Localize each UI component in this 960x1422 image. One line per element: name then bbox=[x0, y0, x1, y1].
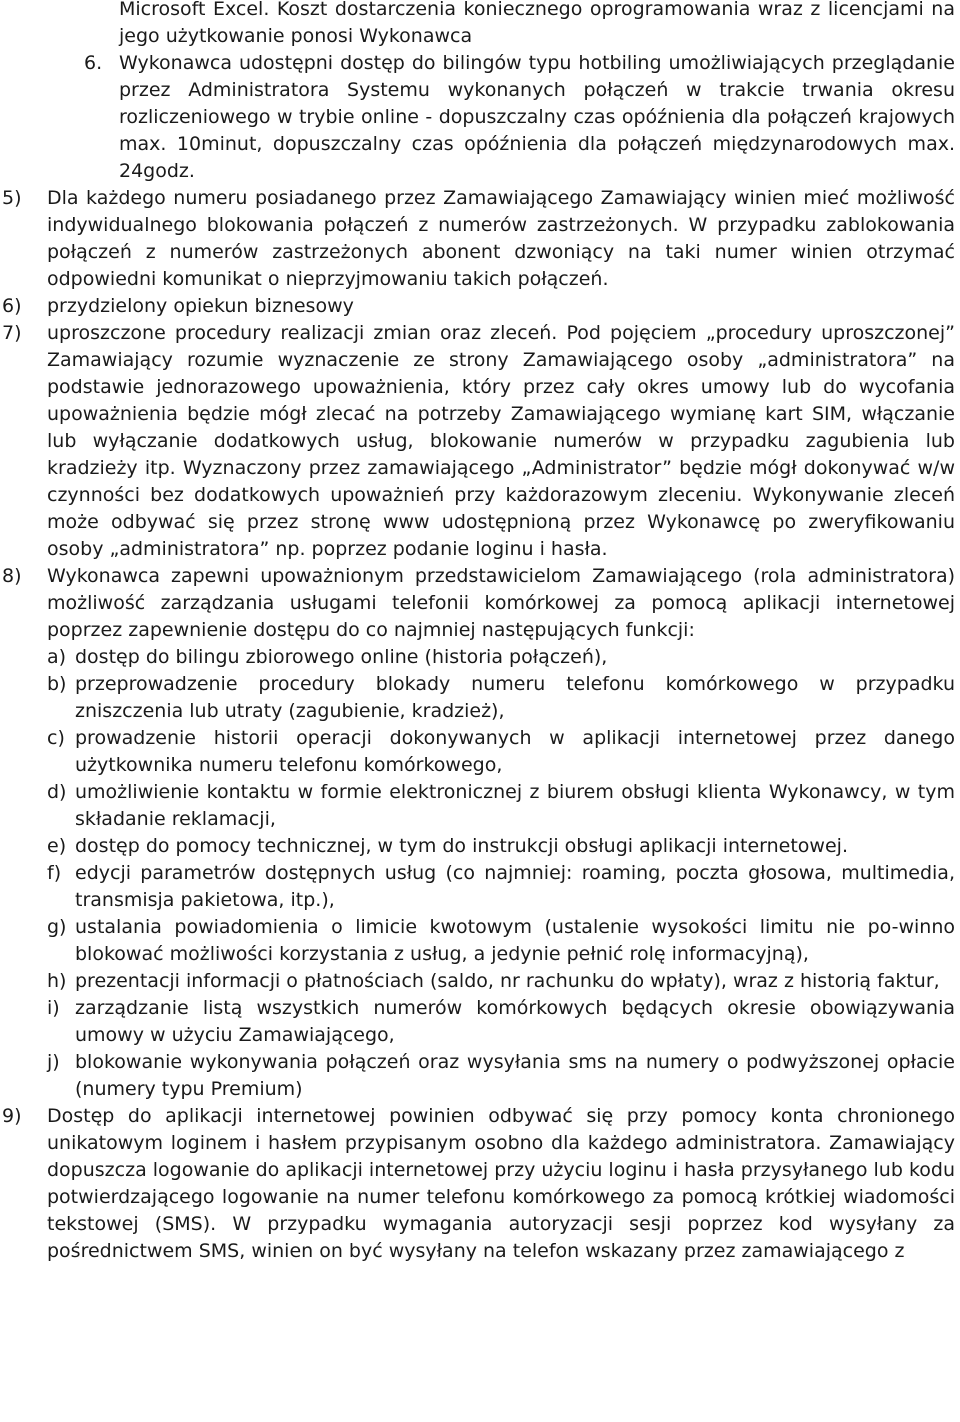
sub-list-item-e bbox=[47, 833, 955, 860]
sub-list-letter: i) bbox=[47, 997, 60, 1019]
sub-list-letter: g) bbox=[47, 916, 67, 938]
list-number: 5) bbox=[2, 187, 22, 209]
sub-list-item-i bbox=[47, 995, 955, 1049]
sub-list-letter: e) bbox=[47, 835, 67, 857]
sub-list-letter: c) bbox=[47, 727, 65, 749]
list-item-text: Wykonawca udostępni dostęp do bilingów typu hotbiling umożliwiających przeglądanie przez Administratora Systemu wykonanych połączeń w trakcie trwania okresu rozliczeniowego w trybie online - dopuszczalny czas opóźnienia dla połączeń krajowych max. 10minut, dopuszczalny czas opóźnienia dla połączeń międzynarodowych max. 24godz. bbox=[119, 52, 955, 182]
sub-list-item-text: dostęp do pomocy technicznej, w tym do instrukcji obsługi aplikacji internetowej. bbox=[75, 835, 848, 857]
list-number: 8) bbox=[2, 565, 22, 587]
list-number: 7) bbox=[2, 322, 22, 344]
sub-list-item-text: zarządzanie listą wszystkich numerów komórkowych będących okresie obowiązywania umowy w użyciu Zamawiającego, bbox=[75, 997, 955, 1046]
sub-list-item-b bbox=[47, 671, 955, 725]
sub-list-item-text: przeprowadzenie procedury blokady numeru telefonu komórkowego w przypadku zniszczenia lub utraty (zagubienie, kradzież), bbox=[75, 673, 955, 722]
sub-list-item-text: prezentacji informacji o płatnościach (saldo, nr rachunku do wpłaty), wraz z historią faktur, bbox=[75, 970, 940, 992]
list-item-5 bbox=[0, 185, 960, 293]
sub-list-letter: h) bbox=[47, 970, 67, 992]
sub-list-item-d bbox=[47, 779, 955, 833]
sub-list-item-text: umożliwienie kontaktu w formie elektronicznej z biurem obsługi klienta Wykonawcy, w tym składanie reklamacji, bbox=[75, 781, 955, 830]
sub-list-item-f bbox=[47, 860, 955, 914]
list-item-8 bbox=[0, 563, 960, 644]
list-item-9 bbox=[0, 1103, 960, 1265]
sub-list-letter: f) bbox=[47, 862, 62, 884]
list-item-7 bbox=[0, 320, 960, 563]
sub-list-letter: j) bbox=[47, 1051, 60, 1073]
list-number: 6. bbox=[84, 52, 103, 74]
list-item-text: Dla każdego numeru posiadanego przez Zamawiającego Zamawiający winien mieć możliwość indywidualnego blokowania połączeń z numerów zastrzeżonych. W przypadku zablokowania połączeń z numerów zastrzeżonych abonent dzwoniący na taki numer winien otrzymać odpowiedni komunikat o nieprzyjmowaniu takich połączeń. bbox=[47, 187, 955, 290]
sub-list-letter: d) bbox=[47, 781, 67, 803]
sub-list-letter: a) bbox=[47, 646, 67, 668]
sub-list bbox=[47, 644, 955, 1103]
sub-list-item-text: edycji parametrów dostępnych usług (co najmniej: roaming, poczta głosowa, multimedia, transmisja pakietowa, itp.), bbox=[75, 862, 955, 911]
list-item-6-top bbox=[0, 50, 960, 185]
sub-list-item-a bbox=[47, 644, 955, 671]
sub-list-item-h bbox=[47, 968, 955, 995]
sub-list-item-j bbox=[47, 1049, 955, 1103]
sub-list-item-text: dostęp do bilingu zbiorowego online (historia połączeń), bbox=[75, 646, 608, 668]
list-item-6 bbox=[0, 293, 960, 320]
list-number: 9) bbox=[2, 1105, 22, 1127]
sub-list-item-text: prowadzenie historii operacji dokonywanych w aplikacji internetowej przez danego użytkownika numeru telefonu komórkowego, bbox=[75, 727, 955, 776]
list-number: 6) bbox=[2, 295, 22, 317]
list-item-text: Dostęp do aplikacji internetowej powinien odbywać się przy pomocy konta chronionego unikatowym loginem i hasłem przypisanym osobno dla każdego administratora. Zamawiający dopuszcza logowanie do aplikacji internetowej przy użyciu loginu i hasła przysyłanego lub kodu potwierdzającego logowanie na numer telefonu komórkowego za pomocą krótkiej wiadomości tekstowej (SMS). W przypadku wymagania autoryzacji sesji poprzez kod wysyłany za pośrednictwem SMS, winien on być wysyłany na telefon wskazany przez zamawiającego z bbox=[47, 1105, 955, 1262]
sub-list-item-g bbox=[47, 914, 955, 968]
list-item-text: uproszczone procedury realizacji zmian oraz zleceń. Pod pojęciem „procedury uproszczonej” Zamawiający rozumie wyznaczenie ze strony Zamawiającego osoby „administratora” na podstawie jednorazowego upoważnienia, który przez cały okres umowy lub do wycofania upoważnienia będzie mógł zlecać na potrzeby Zamawiającego wymianę kart SIM, włączanie lub wyłączanie dodatkowych usług, blokowanie numerów w przypadku zagubienia lub kradzieży itp. Wyznaczony przez zamawiającego „Administrator” będzie mógł dokonywać w/w czynności bez dodatkowych upoważnień przy każdorazowym zleceniu. Wykonywanie zleceń może odbywać się przez stronę www udostępnioną przez Wykonawcę po zweryfikowaniu osoby „administratora” np. poprzez podanie loginu i hasła. bbox=[47, 322, 955, 560]
sub-list-item-text: ustalania powiadomienia o limicie kwotowym (ustalenie wysokości limitu nie po-winno blokować możliwości korzystania z usług, a jedynie pełnić rolę informacyjną), bbox=[75, 916, 955, 965]
sub-list-item-text: blokowanie wykonywania połączeń oraz wysyłania sms na numery o podwyższonej opłacie (numery typu Premium) bbox=[75, 1051, 955, 1100]
continuation-paragraph: Microsoft Excel. Koszt dostarczenia koniecznego oprogramowania wraz z licencjami na jego użytkowanie ponosi Wykonawca bbox=[119, 0, 955, 47]
list-item-text: Wykonawca zapewni upoważnionym przedstawicielom Zamawiającego (rola administratora) możliwość zarządzania usługami telefonii komórkowej za pomocą aplikacji internetowej poprzez zapewnienie dostępu do co najmniej następujących funkcji: bbox=[47, 565, 955, 641]
sub-list-letter: b) bbox=[47, 673, 67, 695]
list-item-text: przydzielony opiekun biznesowy bbox=[47, 295, 354, 317]
sub-list-item-c bbox=[47, 725, 955, 779]
